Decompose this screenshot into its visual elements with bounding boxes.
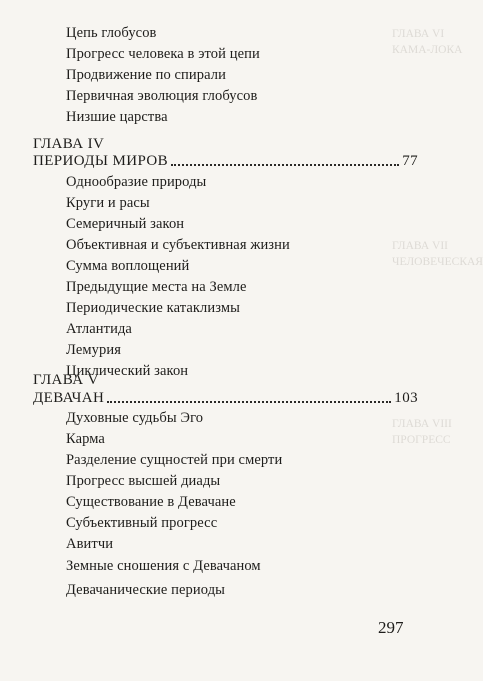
bleed-through-text: ГЛАВА VII [392, 240, 448, 252]
toc-item: Периодические катаклизмы [66, 300, 240, 316]
toc-item: Объективная и субъективная жизни [66, 237, 290, 253]
toc-item: Земные сношения с Девачаном [66, 558, 261, 574]
toc-item: Девачанические периоды [66, 582, 226, 598]
toc-item: Прогресс человека в этой цепи [66, 46, 260, 62]
chapter-title-row [33, 153, 418, 170]
toc-item: Первичная эволюция глобусов [66, 88, 258, 104]
toc-item: Семеричный закон [66, 216, 185, 232]
toc-item: Продвижение по спирали [66, 67, 226, 83]
toc-item: Круги и расы [66, 195, 150, 211]
bleed-through-text: ПРОГРЕСС [392, 434, 451, 446]
toc-item: Сумма воплощений [66, 258, 190, 274]
chapter-label: ГЛАВА V [33, 372, 99, 388]
toc-item: Предыдущие места на Земле [66, 279, 247, 295]
dot-leader [171, 163, 399, 166]
toc-item: Карма [66, 431, 105, 447]
bleed-through-text: ГЛАВА VIII [392, 418, 452, 430]
toc-item: Лемурия [66, 342, 121, 358]
bleed-through-text: КАМА-ЛОКА [392, 44, 463, 56]
toc-item: Циклический закон [66, 363, 189, 379]
chapter-title: ПЕРИОДЫ МИРОВ [33, 153, 169, 169]
bleed-through-text: ЧЕЛОВЕЧЕСКАЯ [392, 256, 483, 268]
toc-item: Разделение сущностей при смерти [66, 452, 283, 468]
toc-item: Существование в Девачане [66, 494, 236, 510]
toc-item: Авитчи [66, 536, 114, 552]
toc-item: Субъективный прогресс [66, 515, 218, 531]
chapter-page-number: 103 [394, 390, 418, 406]
toc-item: Духовные судьбы Эго [66, 410, 204, 426]
chapter-label: ГЛАВА IV [33, 136, 105, 152]
dot-leader [107, 400, 391, 403]
page-number: 297 [378, 618, 404, 637]
chapter-title: ДЕВАЧАН [33, 390, 105, 406]
bleed-through-text: ГЛАВА VI [392, 28, 445, 40]
toc-item: Цепь глобусов [66, 25, 157, 41]
chapter-title-row [33, 390, 418, 407]
chapter-page-number: 77 [402, 153, 418, 169]
toc-item: Однообразие природы [66, 174, 207, 190]
toc-item: Атлантида [66, 321, 132, 337]
toc-item: Прогресс высшей диады [66, 473, 221, 489]
toc-item: Низшие царства [66, 109, 168, 125]
